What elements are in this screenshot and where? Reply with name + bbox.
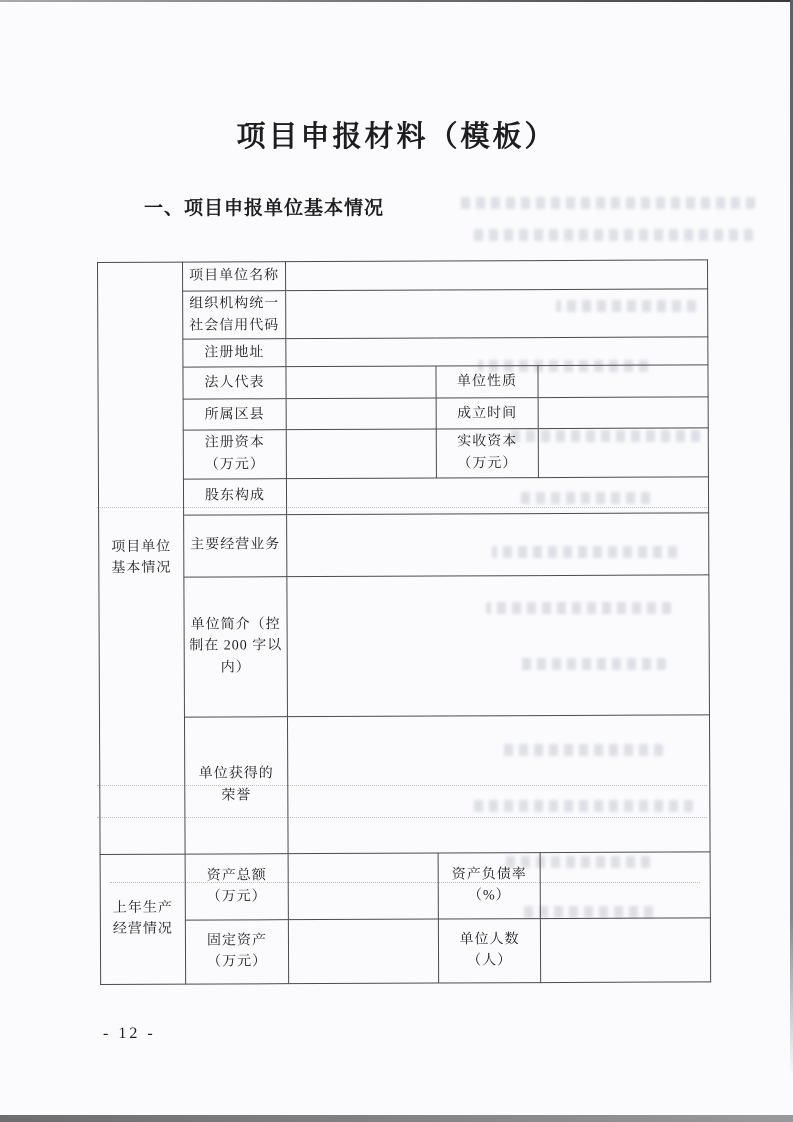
staff-count-label: 单位人数 （人）	[438, 918, 540, 982]
establishment-date-label: 成立时间	[436, 398, 538, 429]
unified-credit-code-value-cell[interactable]	[286, 289, 708, 339]
scan-edge-top	[0, 0, 793, 2]
section-heading: 一、项目申报单位基本情况	[144, 198, 385, 219]
unit-name-value-cell[interactable]	[286, 260, 708, 291]
registered-address-label: 注册地址	[183, 339, 286, 367]
paid-in-capital-label: 实收资本 （万元）	[436, 429, 538, 478]
registered-capital-label: 注册资本 （万元）	[183, 430, 286, 479]
unit-honors-value-cell[interactable]	[287, 715, 710, 854]
main-business-value-cell[interactable]	[287, 513, 709, 577]
registered-capital-value-cell[interactable]	[286, 429, 436, 478]
unit-name-label: 项目单位名称	[183, 262, 286, 291]
scan-edge-bottom	[0, 1115, 793, 1122]
district-county-value-cell[interactable]	[286, 398, 436, 430]
legal-representative-value-cell[interactable]	[286, 366, 436, 399]
establishment-date-value-cell[interactable]	[538, 397, 708, 429]
legal-representative-label: 法人代表	[183, 367, 286, 399]
asset-liability-ratio-value-cell[interactable]	[540, 852, 710, 919]
total-assets-value-cell[interactable]	[288, 853, 438, 920]
bleedthrough-artifact	[455, 197, 755, 209]
registered-address-value-cell[interactable]	[286, 337, 708, 367]
unified-credit-code-label: 组织机构统一 社会信用代码	[183, 291, 286, 340]
shareholder-structure-value-cell[interactable]	[286, 477, 708, 515]
unit-nature-value-cell[interactable]	[538, 365, 708, 398]
asset-liability-ratio-label: 资产负债率 （%）	[438, 852, 540, 918]
page-number: - 12 -	[103, 1025, 156, 1042]
application-form-table	[97, 259, 711, 984]
total-assets-label: 资产总额 （万元）	[185, 853, 288, 919]
main-business-label: 主要经营业务	[184, 514, 287, 576]
unit-profile-value-cell[interactable]	[287, 575, 710, 717]
staff-count-value-cell[interactable]	[540, 918, 710, 983]
bleedthrough-artifact	[468, 229, 753, 241]
paid-in-capital-value-cell[interactable]	[538, 428, 708, 477]
unit-honors-label: 单位获得的 荣誉	[184, 716, 288, 853]
group-last-year-operation: 上年生产 经营情况	[100, 854, 186, 984]
group-unit-basic-info: 项目单位 基本情况	[98, 262, 186, 854]
district-county-label: 所属区县	[183, 399, 286, 430]
unit-nature-label: 单位性质	[436, 366, 538, 398]
document-title: 项目申报材料（模板）	[236, 121, 557, 153]
shareholder-structure-label: 股东构成	[183, 478, 286, 514]
fixed-assets-value-cell[interactable]	[288, 919, 438, 984]
fixed-assets-label: 固定资产 （万元）	[185, 919, 288, 983]
unit-profile-label: 单位简介（控 制在 200 字以 内）	[184, 576, 288, 716]
